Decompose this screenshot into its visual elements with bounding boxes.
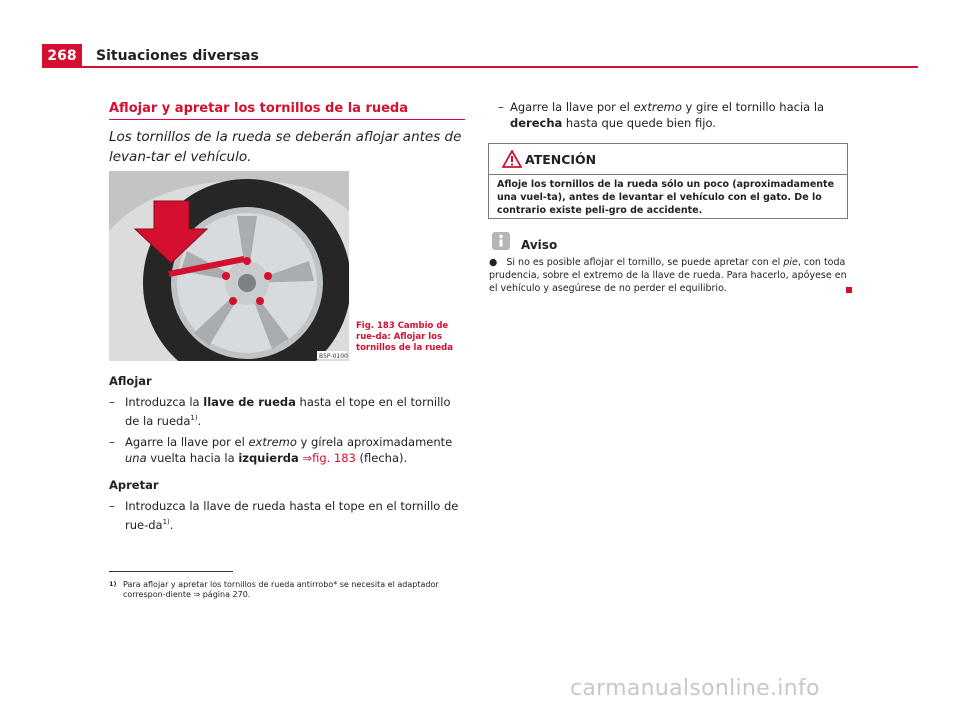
footnote-rule xyxy=(109,571,233,572)
page-number: 268 xyxy=(42,44,82,68)
footnote-mark: 1) xyxy=(109,580,117,588)
loosen-heading: Aflojar xyxy=(109,374,152,388)
footnote-ref: 1) xyxy=(162,518,170,526)
chapter-title: Situaciones diversas xyxy=(96,48,259,64)
tighten-heading: Apretar xyxy=(109,478,159,492)
info-note-icon xyxy=(492,232,510,250)
bullet: ● xyxy=(489,257,498,268)
warning-text: Afloje los tornillos de la rueda sólo un poco (aproximadamente una vuel-ta), antes de levantar el vehículo con el gato. De lo contrario existe peli-gro de accidente. xyxy=(497,179,835,216)
footnote-ref: 1) xyxy=(190,414,198,422)
warning-triangle-icon xyxy=(502,150,522,168)
section-rule xyxy=(109,119,465,120)
tighten-step-1: – Introduzca la llave de rueda hasta el tope en el tornillo de rue-$da^{1)}$. xyxy=(109,499,459,532)
note-title: Aviso xyxy=(521,238,558,252)
section-end-marker xyxy=(846,287,852,293)
header-rule xyxy=(82,66,918,68)
warning-title: ATENCIÓN xyxy=(525,152,597,167)
footnote-text: Para aflojar y apretar los tornillos de rueda antirrobo* se necesita el adaptador correspon-diente ⇒ página 270. xyxy=(123,580,439,599)
wheel-illustration xyxy=(109,171,349,361)
figure-code: B5P-0100 xyxy=(319,353,348,360)
tighten-step-2: – Agarre la llave por el extremo y gire el tornillo hacia la derecha hasta que quede bien fijo. xyxy=(498,100,825,130)
figure-caption: Fig. 183 Cambio de rue-da: Aflojar los tornillos de la rueda xyxy=(356,321,453,353)
warning-header xyxy=(489,144,847,175)
loosen-step-1: – Introduzca la llave de rueda hasta el tope en el tornillo de la rueda$^{1)}$. xyxy=(109,395,451,428)
note-text: ● Si no es posible aflojar el tornillo, se puede apretar con el pie, con toda prudencia, sobre el extremo de la llave de rueda. Para hacerlo, apóyese en el vehículo y asegúrese de no perder el equilibrio. xyxy=(489,257,847,294)
loosen-step-2: – Agarre la llave por el extremo y gírela aproximadamente una vuelta hacia la izquierda ⇒fig. 183 (flecha). xyxy=(109,435,453,465)
warning-box xyxy=(488,143,848,219)
watermark: carmanualsonline.info xyxy=(570,676,820,701)
figure-link[interactable]: ⇒fig. 183 xyxy=(298,451,356,465)
wheel-photo xyxy=(109,171,349,361)
section-intro: Los tornillos de la rueda se deberán aflojar antes de levan-tar el vehículo. xyxy=(109,129,462,165)
section-title: Aflojar y apretar los tornillos de la rueda xyxy=(109,101,409,116)
